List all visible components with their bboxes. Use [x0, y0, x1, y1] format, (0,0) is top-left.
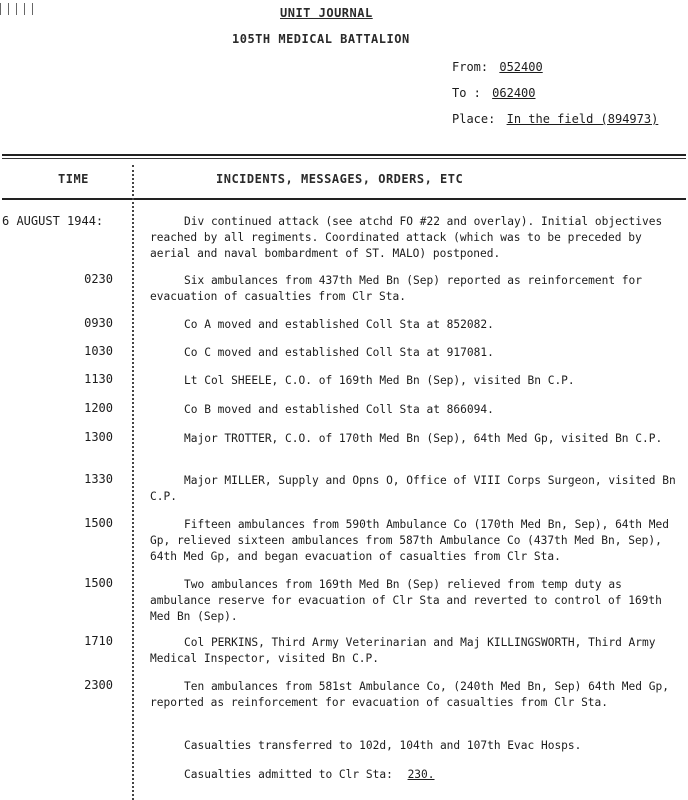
entry-text: Major MILLER, Supply and Opns O, Office of VIII Corps Surgeon, visited Bn C.P. [150, 474, 676, 503]
entry-text: Two ambulances from 169th Med Bn (Sep) relieved from temp duty as ambulance reserve for evacuation of Clr Sta and reverted to control of 169th Med Bn (Sep). [150, 578, 662, 623]
entry-time: 0230 [84, 272, 113, 286]
top-rule-inner [2, 158, 686, 159]
journal-title: UNIT JOURNAL [280, 6, 373, 20]
entry-text: Col PERKINS, Third Army Veterinarian and Maj KILLINGSWORTH, Third Army Medical Inspector, visited Bn C.P. [150, 636, 656, 665]
casualties-admitted-label: Casualties admitted to Clr Sta: [184, 768, 393, 781]
place-row [452, 112, 658, 126]
place-value: In the field (894973) [506, 112, 659, 126]
corner-tick-marks [0, 0, 48, 14]
entry-time: 1710 [84, 634, 113, 648]
entry-text: Six ambulances from 437th Med Bn (Sep) reported as reinforcement for evacuation of casualties from Clr Sta. [150, 274, 643, 303]
to-label: To : [452, 86, 481, 100]
entry-time: 1500 [84, 576, 113, 590]
entry-text: Div continued attack (see atchd FO #22 and overlay). Initial objectives reached by all regiments. Coordinated attack (which was to be preceded by aerial and naval bombardment of ST. MALO) postponed. [150, 215, 663, 260]
from-row [452, 60, 543, 74]
journal-date: 6 AUGUST 1944: [2, 214, 104, 228]
entry-time: 2300 [84, 678, 113, 692]
entry-time: 1300 [84, 430, 113, 444]
unit-name: 105TH MEDICAL BATTALION [232, 32, 410, 46]
place-label: Place: [452, 112, 496, 126]
entry-text: Co C moved and established Coll Sta at 917081. [184, 346, 494, 359]
casualties-admitted-value: 230. [407, 768, 435, 781]
entry-time: 1200 [84, 401, 113, 415]
top-rule [2, 154, 686, 156]
entry-text: Co B moved and established Coll Sta at 866094. [184, 403, 494, 416]
header-bottom-rule [2, 198, 686, 200]
entry-time: 1030 [84, 344, 113, 358]
entry-time: 1330 [84, 472, 113, 486]
to-row [452, 86, 536, 100]
entry-text: Co A moved and established Coll Sta at 852082. [184, 318, 494, 331]
from-label: From: [452, 60, 489, 74]
to-value: 062400 [492, 86, 536, 100]
casualties-admitted-row [184, 767, 435, 783]
column-header-time: TIME [58, 172, 89, 186]
entry-text: Casualties transferred to 102d, 104th and 107th Evac Hosps. [184, 739, 582, 752]
from-value: 052400 [499, 60, 543, 74]
column-header-incidents: INCIDENTS, MESSAGES, ORDERS, ETC [216, 172, 464, 186]
entry-text: Ten ambulances from 581st Ambulance Co, (240th Med Bn, Sep) 64th Med Gp, reported as reinforcement for evacuation of casualties from Clr Sta. [150, 680, 669, 709]
entry-text: Lt Col SHEELE, C.O. of 169th Med Bn (Sep), visited Bn C.P. [184, 374, 575, 387]
column-divider [132, 165, 134, 800]
entry-text: Fifteen ambulances from 590th Ambulance Co (170th Med Bn, Sep), 64th Med Gp, relieved sixteen ambulances from 587th Ambulance Co (437th Med Bn, Sep), 64th Med Gp, and began evacuation of casualties from Clr Sta. [150, 518, 669, 563]
entry-time: 0930 [84, 316, 113, 330]
entry-time: 1500 [84, 516, 113, 530]
entry-time: 1130 [84, 372, 113, 386]
entry-text: Major TROTTER, C.O. of 170th Med Bn (Sep), 64th Med Gp, visited Bn C.P. [184, 432, 663, 445]
